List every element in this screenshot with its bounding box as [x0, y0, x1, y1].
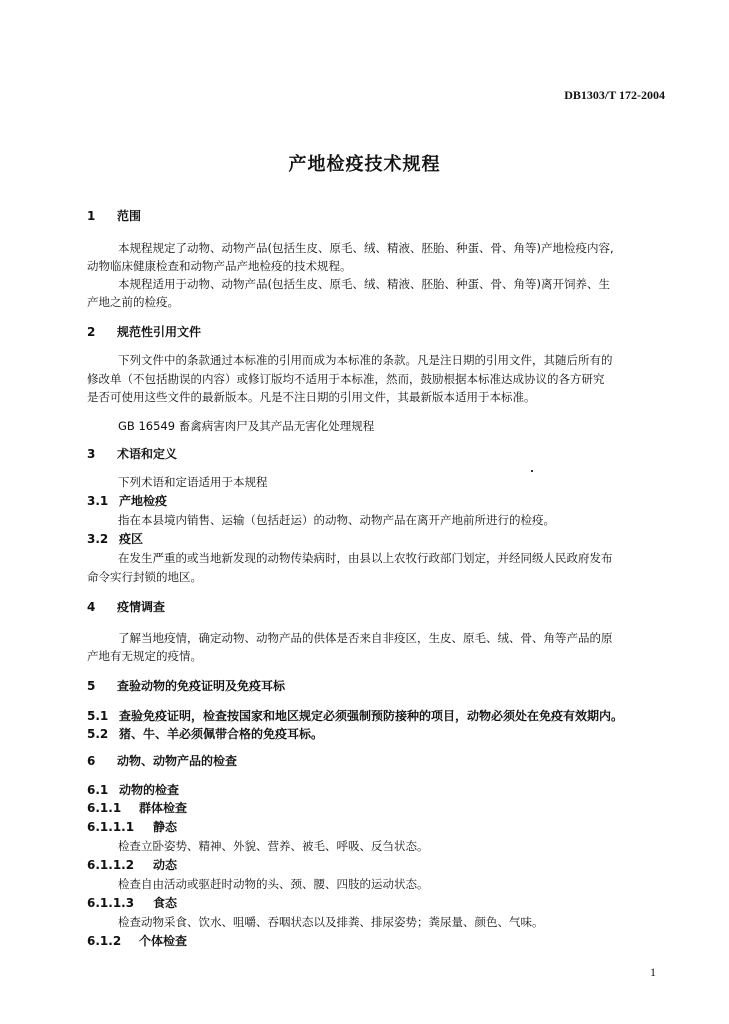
subsection-number: 6.1 [87, 783, 109, 797]
term-heading [87, 531, 143, 547]
paragraph-line: 本规程规定了动物、动物产品(包括生皮、原毛、绒、精液、胚胎、种蛋、骨、角等)产地检疫内容, [118, 241, 614, 255]
paragraph-line: 修改单（不包括勘误的内容）或修订版均不适用于本标准，然而，鼓励根据本标准达成协议的各方研究 [87, 372, 605, 386]
subsection-title: 静态 [153, 820, 178, 834]
section-number: 1 [87, 209, 96, 223]
subsection-title: 动态 [153, 858, 178, 872]
subsection-title: 食态 [153, 896, 178, 910]
subsection-number: 6.1.1 [87, 801, 122, 815]
term-definition: 命令实行封锁的地区。 [87, 570, 202, 584]
paragraph-line: 本规程适用于动物、动物产品(包括生皮、原毛、绒、精液、胚胎、种蛋、骨、角等)离开饲养、生 [118, 277, 610, 291]
document-title: 产地检疫技术规程 [288, 154, 441, 175]
section-title: 查验动物的免疫证明及免疫耳标 [117, 679, 286, 693]
paragraph-line: 了解当地疫情，确定动物、动物产品的供体是否来自非疫区，生皮、原毛、绒、骨、角等产品的原 [118, 631, 613, 645]
term-number: 3.2 [87, 532, 109, 546]
term-title: 疫区 [119, 532, 144, 546]
section-number: 5 [87, 679, 96, 693]
paragraph-line: 动物临床健康检查和动物产品产地检疫的技术规程。 [87, 259, 352, 273]
section-heading [87, 753, 237, 769]
term-title: 产地检疫 [119, 494, 168, 508]
paragraph-line: 检查自由活动或驱赶时动物的头、颈、腰、四肢的运动状态。 [118, 877, 429, 891]
term-definition: 在发生严重的或当地新发现的动物传染病时，由县以上农牧行政部门划定，并经同级人民政府发布 [118, 551, 613, 565]
subsection-number: 6.1.2 [87, 934, 122, 948]
paragraph-line: 检查立卧姿势、精神、外貌、营养、被毛、呼吸、反刍状态。 [118, 839, 429, 853]
clause-number: 5.1 [87, 709, 109, 723]
paragraph-line: 检查动物采食、饮水、咀嚼、吞咽状态以及排粪、排尿姿势；粪尿量、颜色、气味。 [118, 915, 544, 929]
clause-number: 5.2 [87, 727, 109, 741]
subsection-number: 6.1.1.2 [87, 858, 135, 872]
section-heading [87, 599, 165, 615]
standard-code: DB1303/T 172-2004 [564, 88, 665, 102]
section-title: 疫情调查 [117, 600, 166, 614]
section-title: 规范性引用文件 [117, 325, 202, 339]
term-number: 3.1 [87, 494, 109, 508]
paragraph-line: 产地之前的检疫。 [87, 295, 179, 309]
paragraph-line: 产地有无规定的疫情。 [87, 649, 202, 663]
paragraph-line: 是否可使用这些文件的最新版本。凡是不注日期的引用文件，其最新版本适用于本标准。 [87, 390, 536, 404]
paragraph-line: 下列文件中的条款通过本标准的引用而成为本标准的条款。凡是注日期的引用文件，其随后所有的 [118, 353, 613, 367]
subsection-heading [87, 933, 187, 949]
section-title: 术语和定义 [117, 447, 178, 461]
subsection-heading [87, 819, 177, 835]
paragraph-line: 下列术语和定语适用于本规程 [118, 475, 268, 489]
subsection-title: 群体检查 [139, 801, 188, 815]
scan-speck [531, 470, 533, 472]
section-title: 范围 [117, 209, 142, 223]
normative-reference: GB 16549 畜禽病害肉尸及其产品无害化处理规程 [118, 419, 375, 433]
subsection-heading [87, 895, 177, 911]
page-number: 1 [650, 965, 656, 979]
subsection-title: 个体检查 [139, 934, 188, 948]
subsection-heading [87, 800, 187, 816]
section-number: 3 [87, 447, 96, 461]
section-number: 2 [87, 325, 96, 339]
clause-text: 查验免疫证明，检查按国家和地区规定必须强制预防接种的项目，动物必须处在免疫有效期内。 [119, 709, 624, 723]
subsection-heading [87, 782, 179, 798]
section-heading [87, 446, 177, 462]
subsection-number: 6.1.1.1 [87, 820, 135, 834]
subsection-number: 6.1.1.3 [87, 896, 135, 910]
clause-text: 猪、牛、羊必须佩带合格的免疫耳标。 [119, 727, 324, 741]
section-title: 动物、动物产品的检查 [117, 754, 238, 768]
clause [87, 726, 323, 742]
section-heading [87, 678, 285, 694]
subsection-heading [87, 857, 177, 873]
section-heading [87, 324, 201, 340]
term-definition: 指在本县境内销售、运输（包括赶运）的动物、动物产品在离开产地前所进行的检疫。 [118, 513, 555, 527]
subsection-title: 动物的检查 [119, 783, 180, 797]
section-heading [87, 208, 141, 224]
section-number: 4 [87, 600, 96, 614]
section-number: 6 [87, 754, 96, 768]
term-heading [87, 493, 167, 509]
clause [87, 708, 623, 724]
